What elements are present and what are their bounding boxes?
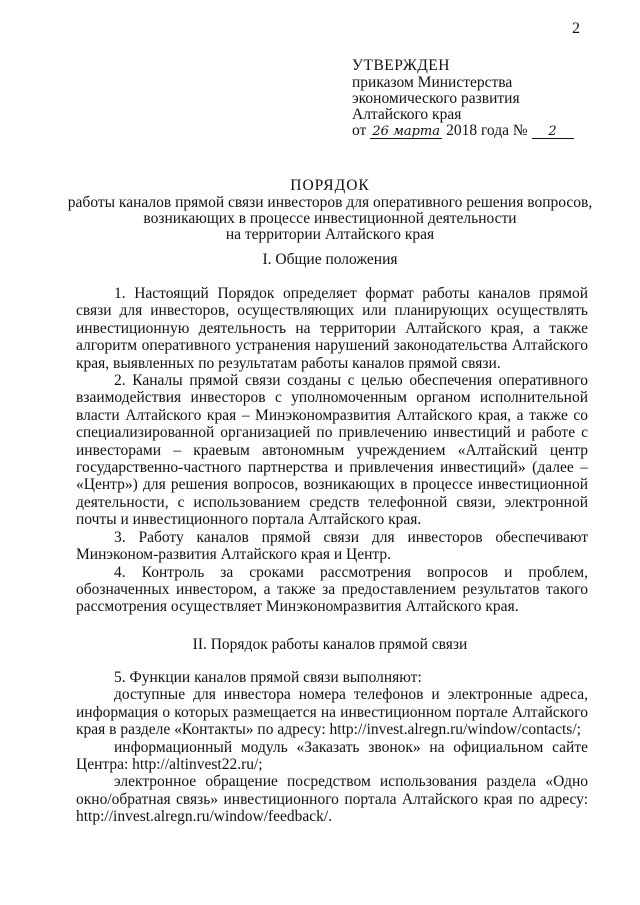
- paragraph: 5. Функции каналов прямой связи выполняют:: [114, 669, 422, 686]
- page-number: 2: [572, 20, 580, 37]
- document-title: [60, 178, 600, 243]
- section-2-heading: II. Порядок работы каналов прямой связи: [192, 636, 468, 653]
- title-line-3: на территории Алтайского края: [225, 226, 435, 243]
- handwritten-number: 2: [532, 125, 574, 139]
- approval-line-1: приказом Министерства: [352, 74, 513, 91]
- paragraph: информационный модуль «Заказать звонок» на официальном сайте Центра: http://altinvest22.ru/;: [76, 738, 588, 774]
- approval-from: от: [352, 122, 367, 139]
- section-1-body: [76, 285, 588, 616]
- approval-title: УТВЕРЖДЕН: [352, 57, 450, 74]
- paragraph: 4. Контроль за сроками рассмотрения вопросов и проблем, обозначенных инвестором, а также за предоставлением результатов такого рассмотрения осуществляет Минэкономразвития Алтайского края.: [76, 563, 588, 616]
- paragraph: 3. Работу каналов прямой связи для инвесторов обеспечивают Минэконом-развития Алтайского края и Центр.: [76, 528, 588, 564]
- title-main: ПОРЯДОК: [290, 177, 370, 194]
- approval-line-3: Алтайского края: [352, 106, 462, 123]
- paragraph: 2. Каналы прямой связи созданы с целью обеспечения оперативного взаимодействия инвесторов с уполномоченным органом исполнительной власти Алтайского края – Минэкономразвития Алтайского края, а также со специализированной организацией по привлечению инвестиций и работе с инвесторами – краевым автономным учреждением «Алтайский центр государственно-частного партнерства и привлечения инвестиций» (далее – «Центр») для решения вопросов, возникающих в процессе инвестиционной деятельности, с использованием средств телефонной связи, электронной почты и инвестиционного портала Алтайского края.: [76, 372, 588, 529]
- approval-date-line: [352, 123, 622, 139]
- paragraph: доступные для инвестора номера телефонов и электронные адреса, информация о которых размещается на инвестиционном портале Алтайского края в разделе «Контакты» по адресу: http://invest.alregn.ru/window/contacts/;: [76, 686, 588, 739]
- paragraph: электронное обращение посредством использования раздела «Одно окно/обратная связь» инвестиционного портала Алтайского края по адресу: http://invest.alregn.ru/window/feedback/.: [76, 773, 588, 826]
- title-line-2: возникающих в процессе инвестиционной деятельности: [143, 210, 517, 227]
- approval-year: 2018 года №: [446, 122, 528, 139]
- section-2-body: [76, 669, 588, 826]
- approval-block: [352, 58, 622, 139]
- handwritten-date: 26 марта: [370, 125, 442, 139]
- paragraph: 1. Настоящий Порядок определяет формат работы каналов прямой связи для инвесторов, осуществляющих или планирующих осуществлять инвестиционную деятельность на территории Алтайского края, а также алгоритм оперативного устранения нарушений законодательства Алтайского края, выявленных по результатам работы каналов прямой связи.: [76, 285, 588, 372]
- section-1-heading: I. Общие положения: [262, 251, 398, 268]
- title-line-1: работы каналов прямой связи инвесторов для оперативного решения вопросов,: [67, 194, 593, 211]
- approval-line-2: экономического развития: [352, 90, 520, 107]
